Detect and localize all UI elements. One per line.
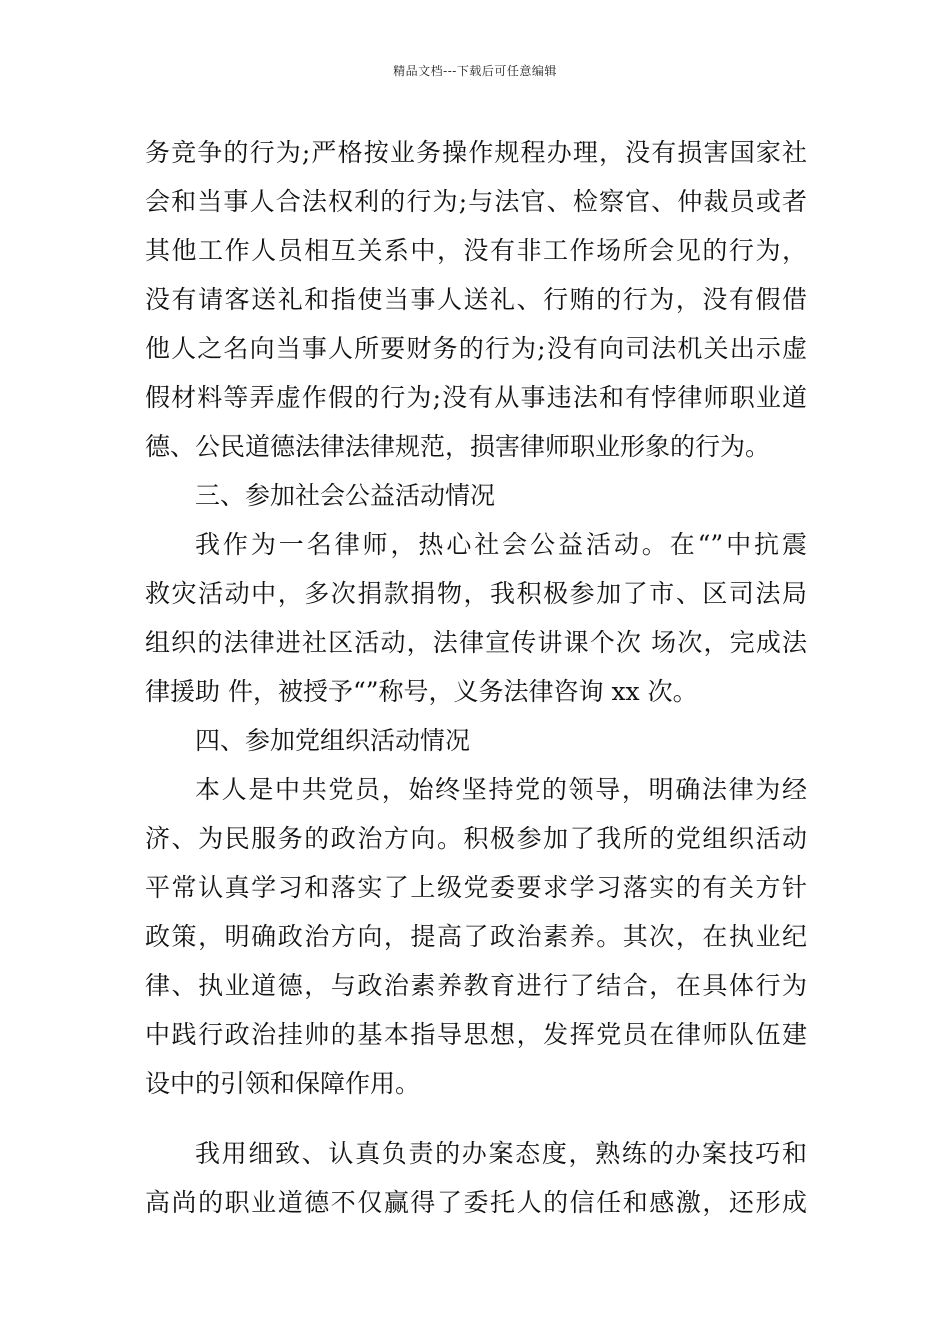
text-line: 高尚的职业道德不仅赢得了委托人的信任和感激，还形成 <box>145 1188 807 1217</box>
text-line: 律援助 件，被授予“”称号，义务法律咨询 xx 次。 <box>145 677 698 706</box>
text-line: 救灾活动中，多次捐款捐物，我积极参加了市、区司法局 <box>145 579 807 608</box>
text-line: 其他工作人员相互关系中，没有非工作场所会见的行为， <box>145 236 807 265</box>
section-heading-party-activities: 四、参加党组织活动情况 <box>195 726 471 755</box>
text-line: 假材料等弄虚作假的行为;没有从事违法和有悖律师职业道 <box>145 383 807 412</box>
text-line: 没有请客送礼和指使当事人送礼、行贿的行为，没有假借 <box>145 285 807 314</box>
paragraph-public-welfare <box>145 520 807 716</box>
text-line: 我作为一名律师，热心社会公益活动。在“”中抗震 <box>195 530 807 559</box>
text-line: 本人是中共党员，始终坚持党的领导，明确法律为经 <box>195 775 807 804</box>
text-line: 中践行政治挂帅的基本指导思想，发挥党员在律师队伍建 <box>145 1020 807 1049</box>
text-line: 济、为民服务的政治方向。积极参加了我所的党组织活动 <box>145 824 807 853</box>
text-line: 务竞争的行为;严格按业务操作规程办理，没有损害国家社 <box>145 138 807 167</box>
text-line: 会和当事人合法权利的行为;与法官、检察官、仲裁员或者 <box>145 187 807 216</box>
document-body <box>145 128 807 1227</box>
paragraph-conduct <box>145 128 807 471</box>
paragraph-spacer <box>145 1108 807 1129</box>
text-line: 德、公民道德法律法律规范，损害律师职业形象的行为。 <box>145 432 771 461</box>
text-line: 平常认真学习和落实了上级党委要求学习落实的有关方针 <box>145 873 807 902</box>
text-line: 律、执业道德，与政治素养教育进行了结合，在具体行为 <box>145 971 807 1000</box>
section-heading-public-welfare: 三、参加社会公益活动情况 <box>195 481 496 510</box>
text-line: 政策，明确政治方向，提高了政治素养。其次，在执业纪 <box>145 922 807 951</box>
text-line: 他人之名向当事人所要财务的行为;没有向司法机关出示虚 <box>145 334 807 363</box>
text-line: 我用细致、认真负责的办案态度，熟练的办案技巧和 <box>195 1139 807 1168</box>
paragraph-case-handling <box>145 1129 807 1227</box>
paragraph-party-activities <box>145 765 807 1108</box>
page-header: 精品文档---下载后可任意编辑 <box>393 64 557 78</box>
text-line: 设中的引领和保障作用。 <box>145 1069 421 1098</box>
text-line: 组织的法律进社区活动，法律宣传讲课个次 场次，完成法 <box>145 628 807 657</box>
